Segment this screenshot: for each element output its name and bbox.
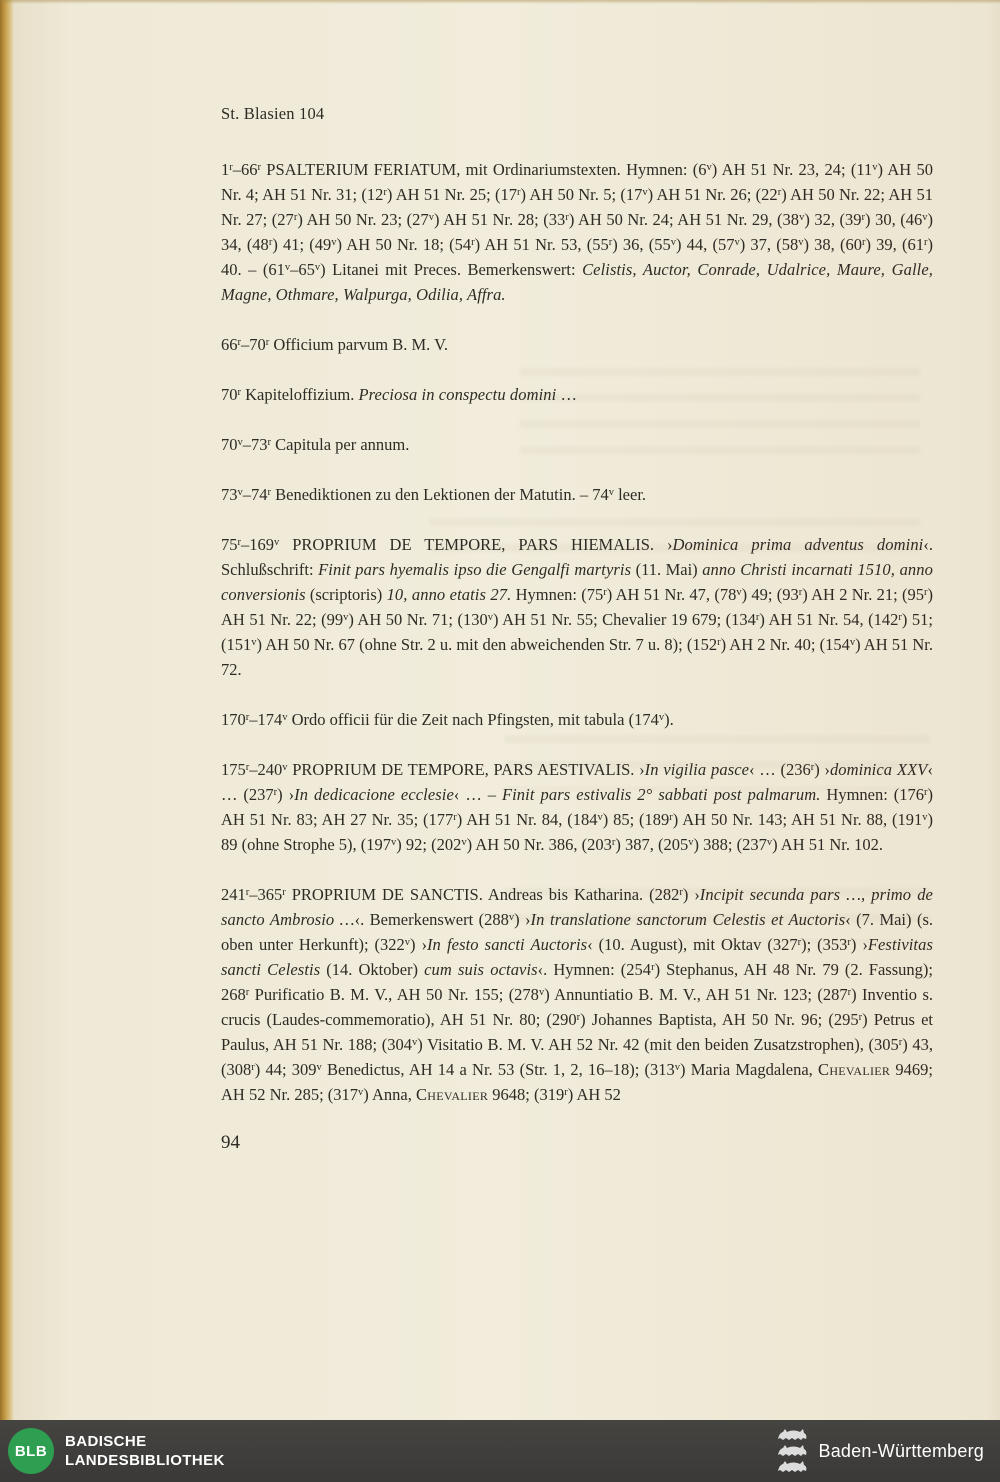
manuscript-heading: St. Blasien 104 xyxy=(221,104,325,123)
region-label: Baden-Württemberg xyxy=(818,1440,984,1461)
scan-edge-left xyxy=(0,0,14,1420)
catalog-entry: 241$^r$–365$^r$ PROPRIUM DE SANCTIS. Andreas bis Katharina. (282$^r$) ›Incipit secunda pars …, primo de sancto Ambrosio …‹. Bemerkenswert (288$^v$) ›In translatione sanctorum Celestis et Auctoris‹ (7. Mai) (s. oben unter Herkunft); (322$^v$) ›In festo sancti Auctoris‹ (10. August), mit Oktav (327$^r$); (353$^r$) ›Festivitas sancti Celestis (14. Oktober) cum suis octavis‹. Hymnen: (254$^r$) Stephanus, AH 48 Nr. 79 (2. Fassung); 268$^r$ Purificatio B. M. V., AH 50 Nr. 155; (278$^v$) Annuntiatio B. M. V., AH 51 Nr. 123; (287$^r$) Inventio s. crucis (Laudes-commemoratio), AH 51 Nr. 80; (290$^r$) Johannes Baptista, AH 50 Nr. 96; (295$^r$) Petrus et Paulus, AH 51 Nr. 188; (304$^v$) Visitatio B. M. V. AH 52 Nr. 42 (mit den beiden Zusatzstrophen), (305$^r$) 43, (308$^r$) 44; 309$^v$ Benedictus, AH 14 a Nr. 53 (Str. 1, 2, 16–18); (313$^v$) Maria Magdalena, Chevalier 9469; AH 52 Nr. 285; (317$^v$) Anna, Chevalier 9648; (319$^r$) AH 52 xyxy=(221,885,934,1104)
page-number: 94 xyxy=(221,1132,240,1153)
library-name-line2: LANDESBIBLIOTHEK xyxy=(65,1452,225,1469)
catalog-entry: 175$^r$–240$^v$ PROPRIUM DE TEMPORE, PARS AESTIVALIS. ›In vigilia pasce‹ … (236$^r$) ›dominica XXV‹ … (237$^r$) ›In dedicacione ecclesie‹ … – Finit pars estivalis 2° sabbati post palmarum. Hymnen: (176$^r$) AH 51 Nr. 83; AH 27 Nr. 35; (177$^r$) AH 51 Nr. 84, (184$^v$) 85; (189$^r$) AH 50 Nr. 143; AH 51 Nr. 88, (191$^v$) 89 (ohne Strophe 5), (197$^v$) 92; (202$^v$) AH 50 Nr. 386, (203$^r$) 387, (205$^v$) 388; (237$^v$) AH 51 Nr. 102. xyxy=(221,760,934,854)
catalog-entry: 66$^r$–70$^r$ Officium parvum B. M. V. xyxy=(221,335,449,354)
library-name-line1: BADISCHE xyxy=(65,1433,147,1450)
catalog-entry: 70$^r$ Kapiteloffizium. Preciosa in conspectu domini … xyxy=(221,385,577,404)
catalog-entry: 75$^r$–169$^v$ PROPRIUM DE TEMPORE, PARS HIEMALIS. ›Dominica prima adventus domini‹. Schlußschrift: Finit pars hyemalis ipso die Gengalfi martyris (11. Mai) anno Christi incarnati 1510, anno conversionis (scriptoris) 10, anno etatis 27. Hymnen: (75$^r$) AH 51 Nr. 47, (78$^v$) 49; (93$^r$) AH 2 Nr. 21; (95$^r$) AH 51 Nr. 22; (99$^v$) AH 50 Nr. 71; (130$^v$) AH 51 Nr. 55; Chevalier 19 679; (134$^r$) AH 51 Nr. 54, (142$^r$) 51; (151$^v$) AH 50 Nr. 67 (ohne Str. 2 u. mit den abweichenden Str. 7 u. 8); (152$^r$) AH 2 Nr. 40; (154$^v$) AH 51 Nr. 72. xyxy=(221,535,933,679)
baden-wuerttemberg-lions-icon xyxy=(776,1427,810,1475)
catalog-entry: 170$^r$–174$^v$ Ordo officii für die Zeit nach Pfingsten, mit tabula (174$^v$). xyxy=(221,710,674,729)
catalog-entry: 70$^v$–73$^r$ Capitula per annum. xyxy=(221,435,410,454)
library-footer-bar xyxy=(0,1420,1000,1482)
catalog-entry: 73$^v$–74$^r$ Benediktionen zu den Lektionen der Matutin. – 74$^v$ leer. xyxy=(221,485,647,504)
catalog-paragraphs xyxy=(221,157,933,1107)
page-content xyxy=(221,104,933,1154)
blb-logo: BLB xyxy=(8,1428,54,1474)
catalog-entry: 1$^r$–66$^r$ PSALTERIUM FERIATUM, mit Ordinariumstexten. Hymnen: (6$^v$) AH 51 Nr. 23, 24; (11$^v$) AH 50 Nr. 4; AH 51 Nr. 31; (12$^r$) AH 51 Nr. 25; (17$^r$) AH 50 Nr. 5; (17$^v$) AH 51 Nr. 26; (22$^r$) AH 50 Nr. 22; AH 51 Nr. 27; (27$^r$) AH 50 Nr. 23; (27$^v$) AH 51 Nr. 28; (33$^r$) AH 50 Nr. 24; AH 51 Nr. 29, (38$^v$) 32, (39$^r$) 30, (46$^v$) 34, (48$^r$) 41; (49$^v$) AH 50 Nr. 18; (54$^r$) AH 51 Nr. 53, (55$^r$) 36, (55$^v$) 44, (57$^v$) 37, (58$^v$) 38, (60$^r$) 39, (61$^r$) 40. – (61$^v$–65$^v$) Litanei mit Preces. Bemerkenswert: Celistis, Auctor, Conrade, Udalrice, Maure, Galle, Magne, Othmare, Walpurga, Odilia, Affra. xyxy=(221,160,934,304)
scan-edge-top xyxy=(0,0,1000,4)
footer-region xyxy=(776,1427,984,1475)
library-name xyxy=(65,1432,225,1470)
